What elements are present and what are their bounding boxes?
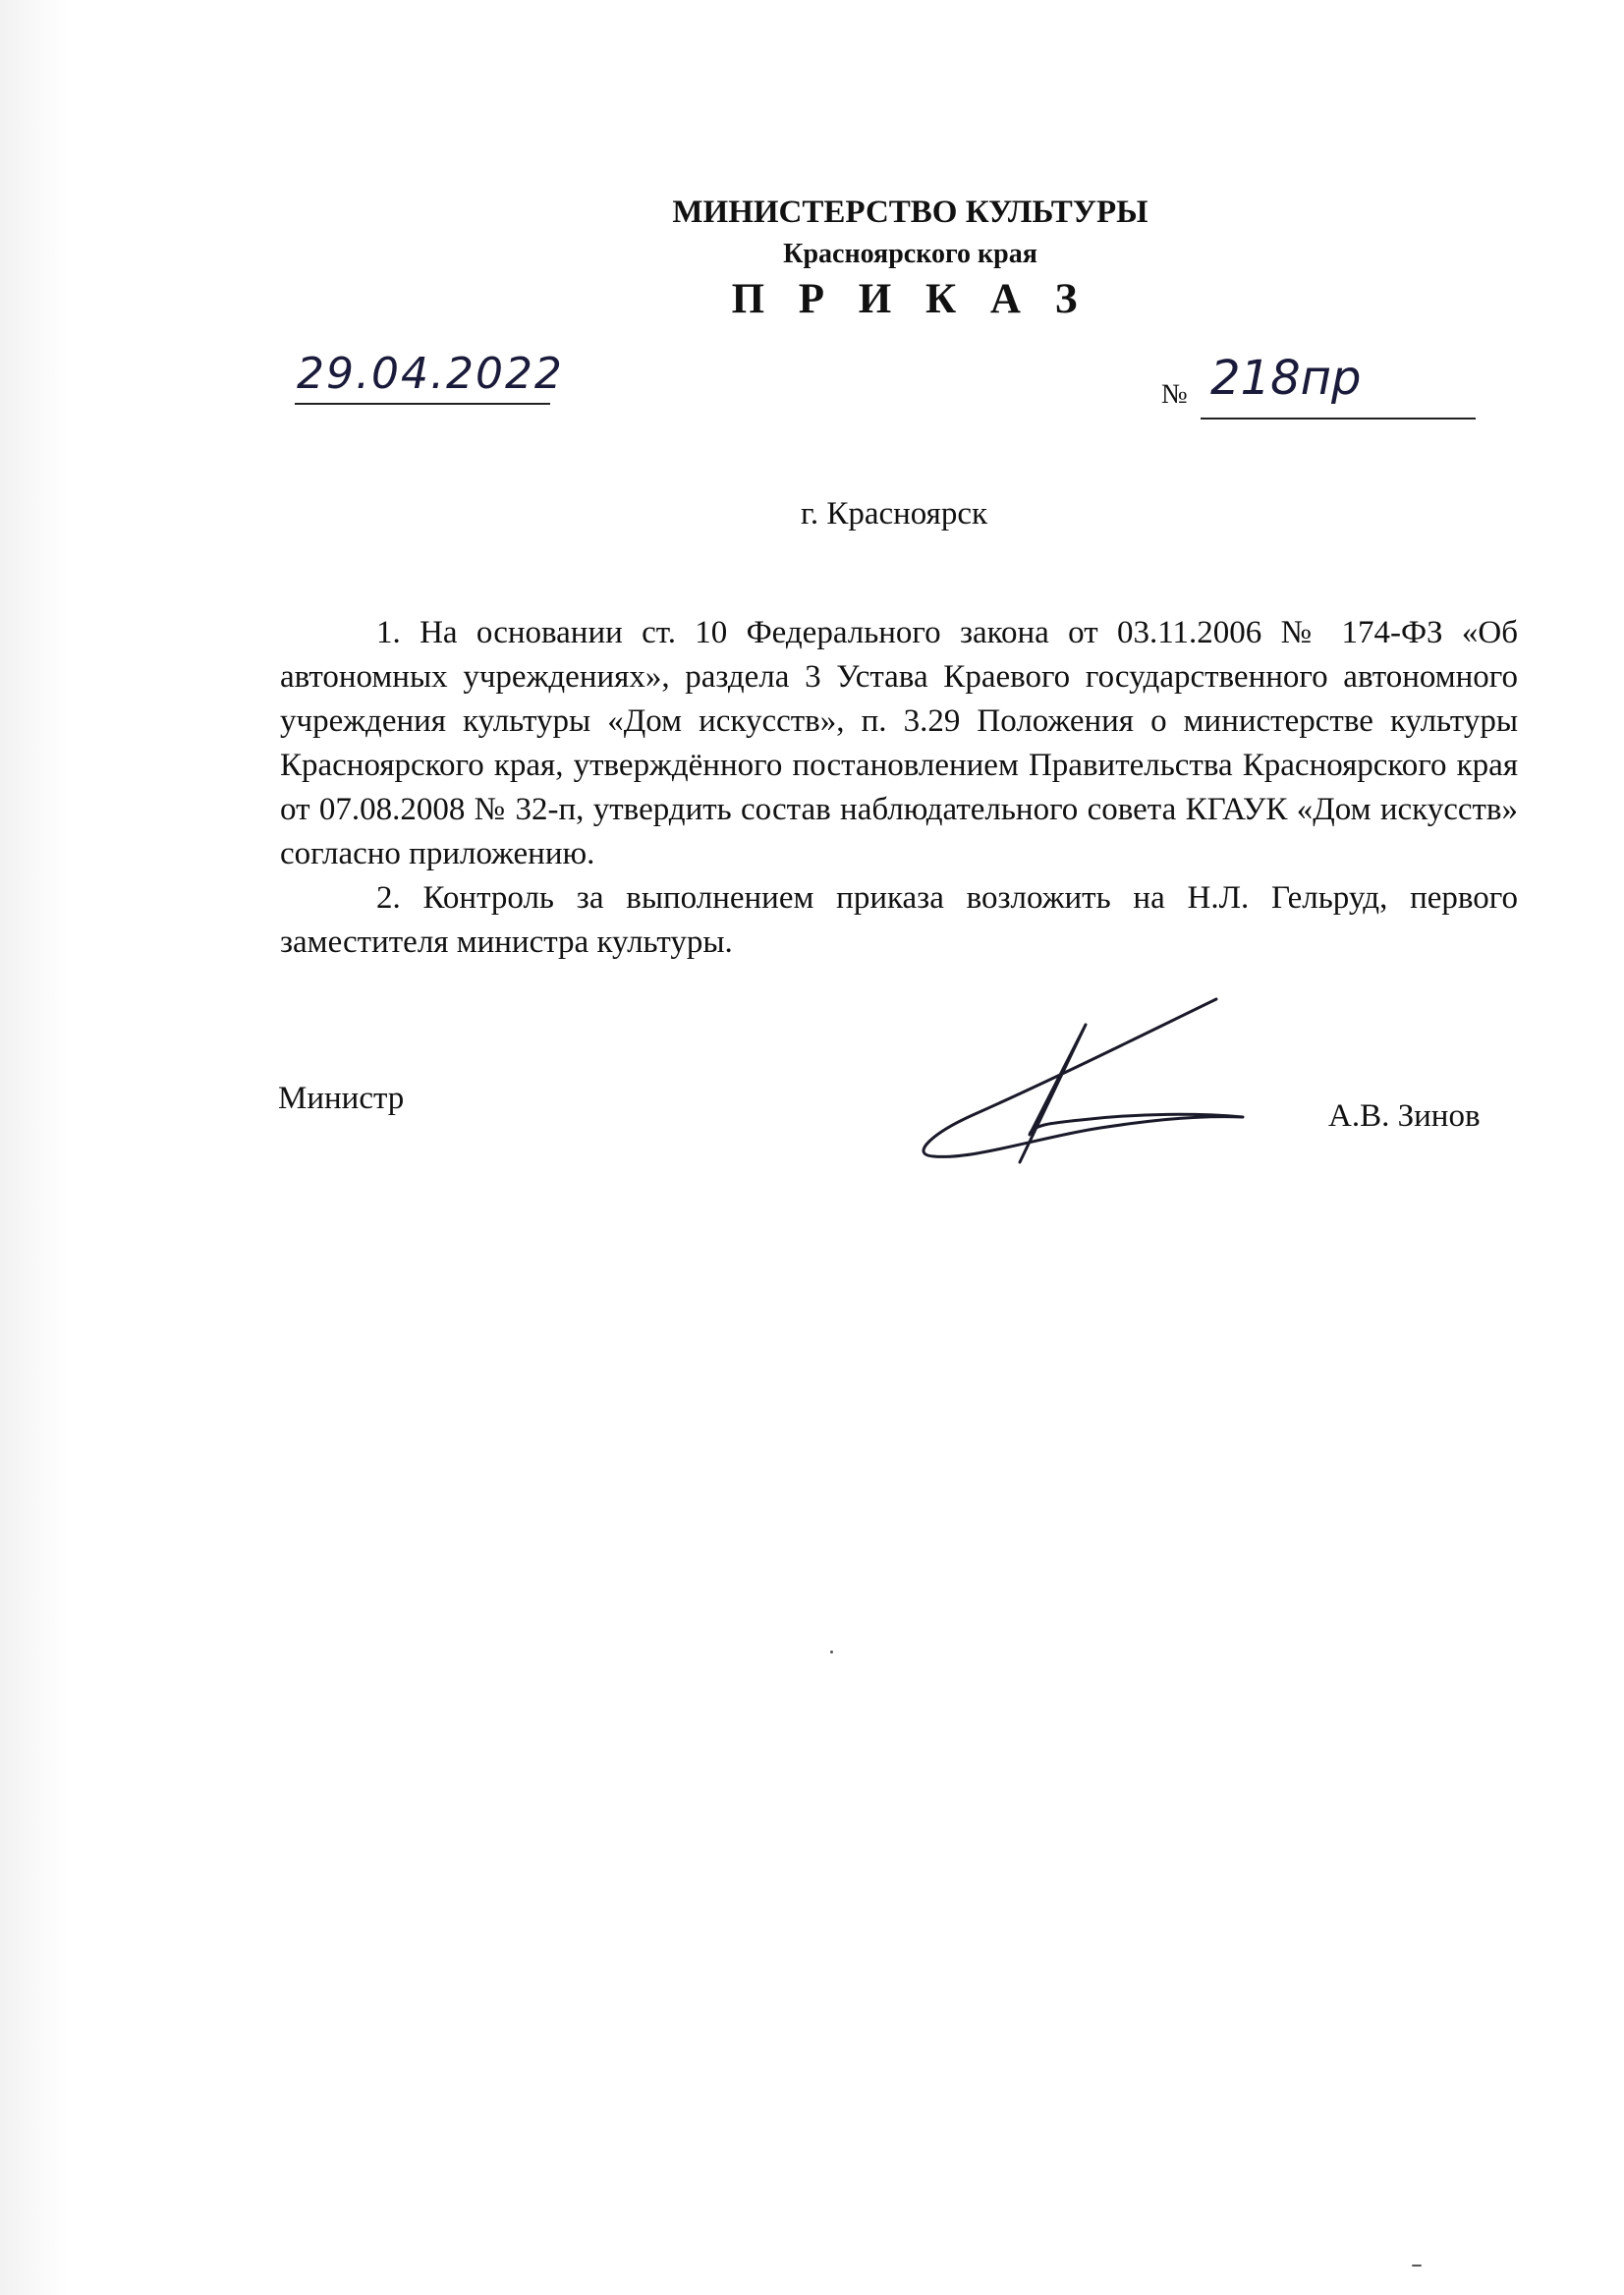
document-type: П Р И К А З	[731, 276, 1090, 322]
order-number-label: №	[1161, 379, 1188, 410]
handwritten-signature	[914, 987, 1248, 1174]
date-underline	[295, 403, 550, 405]
ministry-name: МИНИСТЕРСТВО КУЛЬТУРЫ	[672, 195, 1148, 230]
paragraph-2: 2. Контроль за выполнением приказа возложить на Н.Л. Гельруд, первого заместителя министра культуры.	[280, 880, 1518, 960]
order-number: 218пр	[1210, 351, 1362, 406]
scan-speck	[1412, 2265, 1422, 2267]
signer-title: Министр	[278, 1081, 405, 1116]
scan-speck	[830, 1651, 833, 1653]
order-body	[280, 611, 1518, 965]
order-date: 29.04.2022	[297, 349, 564, 399]
signer-name: А.В. Зинов	[1328, 1098, 1481, 1134]
city: г. Красноярск	[801, 496, 988, 532]
region-name: Красноярского края	[783, 239, 1037, 269]
scan-edge-shadow	[0, 0, 69, 2295]
number-underline	[1201, 418, 1476, 420]
paragraph-1: 1. На основании ст. 10 Федерального закона от 03.11.2006 № 174-ФЗ «Об автономных учреждениях», раздела 3 Устава Краевого государственного автономного учреждения культуры «Дом искусств», п. 3.29 Положения о министерстве культуры Красноярского края, утверждённого постановлением Правительства Красноярского края от 07.08.2008 № 32-п, утвердить состав наблюдательного совета КГАУК «Дом искусств» согласно приложению.	[280, 615, 1518, 871]
